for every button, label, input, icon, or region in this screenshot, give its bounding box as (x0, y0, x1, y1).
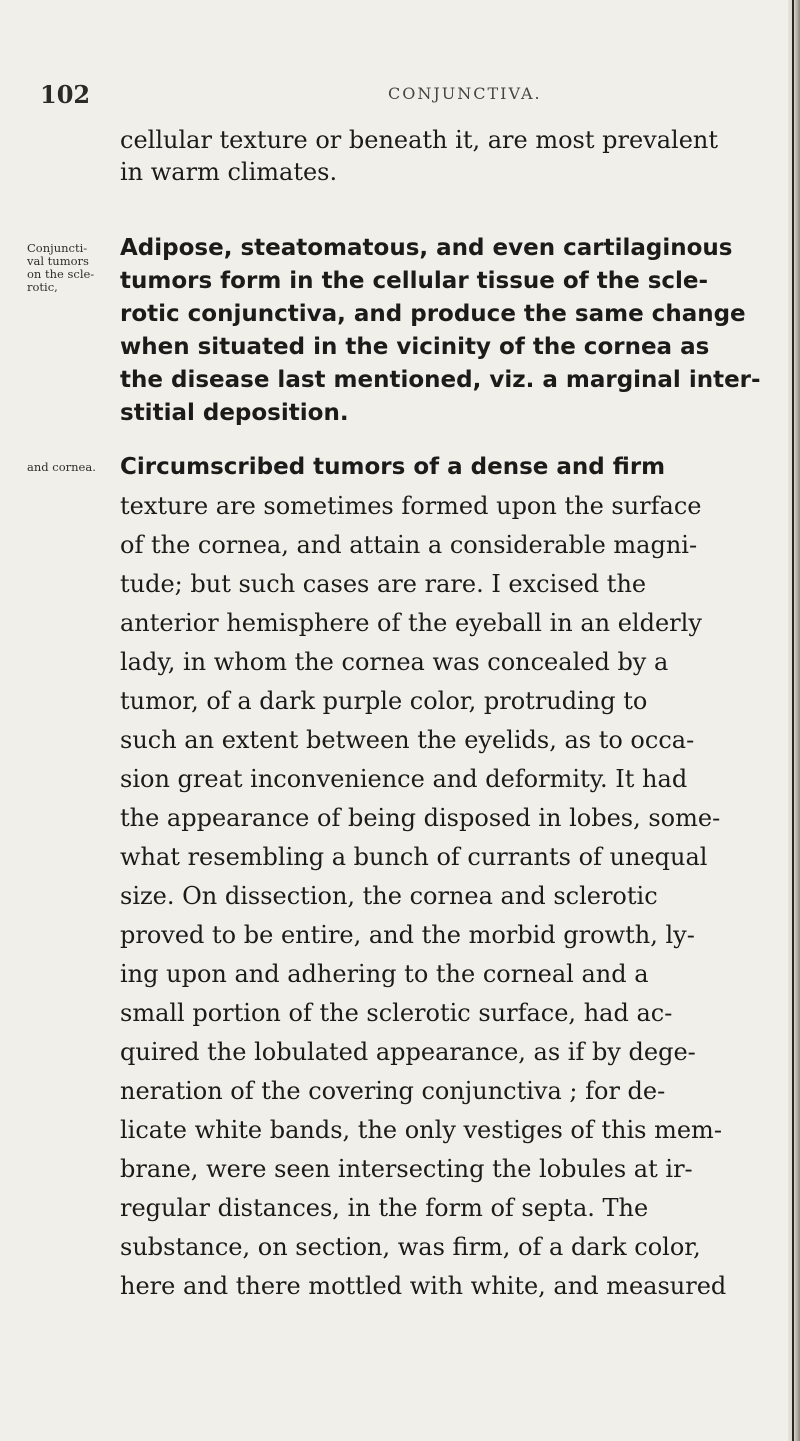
text-line: licate white bands, the only vestiges of this mem- (120, 1116, 722, 1144)
text-line: sion great inconvenience and deformity. It had (120, 765, 688, 793)
text-line: tumors form in the cellular tissue of the scle- (120, 268, 709, 294)
text-line: tude; but such cases are rare. I excised the (120, 570, 647, 598)
text-line: texture are sometimes formed upon the surface (120, 492, 702, 520)
text-line: the disease last mentioned, viz. a marginal inter- (120, 367, 761, 393)
text-line: cellular texture or beneath it, are most prevalent (120, 126, 719, 154)
text-line: neration of the covering conjunctiva ; for de- (120, 1077, 666, 1105)
text-line: proved to be entire, and the morbid growth, ly- (120, 921, 695, 949)
text-line: such an extent between the eyelids, as to occa- (120, 726, 695, 754)
margin-note-line: and cornea. (27, 460, 96, 474)
margin-note-cornea (27, 461, 96, 474)
text-line: regular distances, in the form of septa. The (120, 1194, 649, 1222)
margin-note-line: Conjuncti- (27, 241, 88, 255)
text-line: the appearance of being disposed in lobes, some- (120, 804, 721, 832)
running-head: CONJUNCTIVA. (388, 84, 542, 103)
text-line: size. On dissection, the cornea and sclerotic (120, 882, 658, 910)
text-line: what resembling a bunch of currants of unequal (120, 843, 708, 871)
text-line: tumor, of a dark purple color, protruding to (120, 687, 648, 715)
text-line: lady, in whom the cornea was concealed by a (120, 648, 669, 676)
text-line: here and there mottled with white, and measured (120, 1272, 727, 1300)
margin-note-line: val tumors (27, 254, 89, 268)
text-line: Circumscribed tumors of a dense and firm (120, 454, 666, 480)
page-edge (788, 0, 800, 1441)
text-line: in warm climates. (120, 158, 338, 186)
page-edge-shadow (792, 0, 794, 1441)
page-number: 102 (40, 80, 91, 109)
margin-note-line: rotic, (27, 280, 58, 294)
margin-note-conjunctival-tumors (27, 242, 94, 294)
text-line: ing upon and adhering to the corneal and a (120, 960, 649, 988)
text-line: small portion of the sclerotic surface, had ac- (120, 999, 673, 1027)
text-line: anterior hemisphere of the eyeball in an elderly (120, 609, 702, 637)
text-line: rotic conjunctiva, and produce the same change (120, 301, 746, 327)
text-line: substance, on section, was firm, of a dark color, (120, 1233, 701, 1261)
text-line: Adipose, steatomatous, and even cartilaginous (120, 235, 733, 261)
text-line: stitial deposition. (120, 400, 349, 426)
margin-note-line: on the scle- (27, 267, 95, 281)
page-header (0, 80, 800, 110)
text-line: brane, were seen intersecting the lobules at ir- (120, 1155, 693, 1183)
text-line: quired the lobulated appearance, as if by dege- (120, 1038, 696, 1066)
text-line: when situated in the vicinity of the cornea as (120, 334, 710, 360)
text-line: of the cornea, and attain a considerable magni- (120, 531, 698, 559)
